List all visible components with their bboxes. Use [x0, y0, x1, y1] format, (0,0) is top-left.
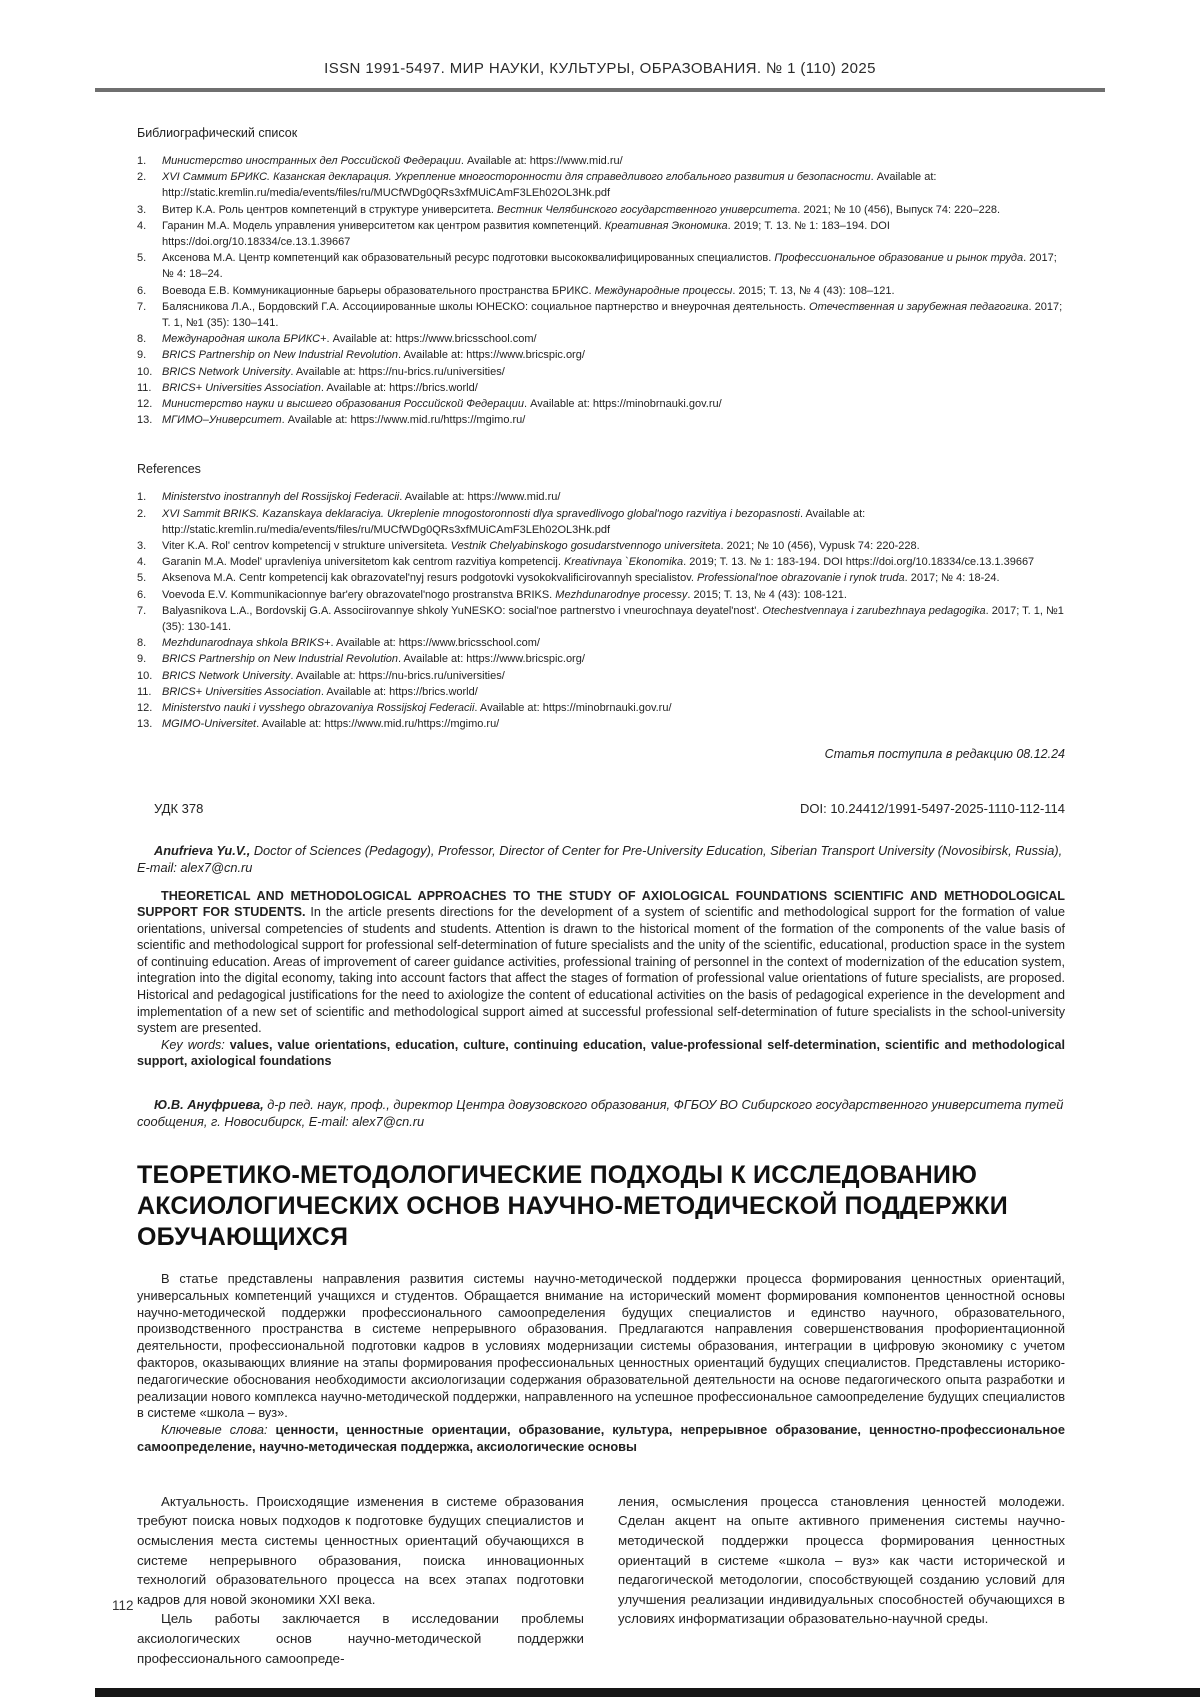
reference-item	[137, 347, 1065, 363]
keywords-ru	[137, 1422, 1065, 1456]
keywords-en-text: values, value orientations, education, culture, continuing education, value-professional self-determination, scientific and methodological support, axiological foundations	[137, 1037, 1065, 1069]
journal-header: ISSN 1991-5497. МИР НАУКИ, КУЛЬТУРЫ, ОБРАЗОВАНИЯ. № 1 (110) 2025	[324, 60, 876, 77]
body-paragraph: Цель работы заключается в исследовании проблемы аксиологических основ научно-методической поддержки профессионального самоопреде-	[137, 1611, 584, 1666]
reference-number: 6.	[137, 284, 147, 297]
reference-text: Ministerstvo nauki i vysshego obrazovaniya Rossijskoj Federacii. Available at: https://minobrnauki.gov.ru/	[162, 702, 672, 715]
reference-number: 9.	[137, 653, 147, 666]
body-right-column	[618, 1492, 1065, 1668]
reference-text: BRICS Network University. Available at: https://nu-brics.ru/universities/	[162, 365, 505, 378]
abstract-en	[137, 888, 1065, 1037]
reference-text: Международная школа БРИКС+. Available at: https://www.bricsschool.com/	[162, 333, 537, 346]
reference-number: 10.	[137, 365, 153, 378]
author-ru-name: Ю.В. Ануфриева,	[154, 1097, 268, 1113]
body-columns	[137, 1492, 1065, 1668]
reference-item	[137, 716, 1065, 732]
reference-number: 6.	[137, 588, 147, 601]
reference-item	[137, 169, 1065, 201]
reference-item	[137, 331, 1065, 347]
reference-item	[137, 587, 1065, 603]
reference-item	[137, 684, 1065, 700]
keywords-ru-text: ценности, ценностные ориентации, образование, культура, непрерывное образование, ценностно-профессиональное самоопределение, научно-методическая поддержка, аксиологические основы	[137, 1422, 1065, 1454]
reference-text: MGIMO-Universitet. Available at: https://www.mid.ru/https://mgimo.ru/	[162, 718, 500, 731]
reference-number: 12.	[137, 398, 153, 411]
reference-item	[137, 603, 1065, 635]
reference-number: 4.	[137, 556, 147, 569]
article-title: ТЕОРЕТИКО-МЕТОДОЛОГИЧЕСКИЕ ПОДХОДЫ К ИССЛЕДОВАНИЮ АКСИОЛОГИЧЕСКИХ ОСНОВ НАУЧНО-МЕТОДИЧЕСКОЙ ПОДДЕРЖКИ ОБУЧАЮЩИХСЯ	[137, 1161, 1008, 1252]
udc-code: УДК 378	[154, 800, 204, 816]
author-ru-affiliation: д-р пед. наук, проф., директор Центра довузовского образования, ФГБОУ ВО Сибирского государственного университета путей сообщения, г. Новосибирск, E-mail: alex7@cn.ru	[137, 1097, 1064, 1130]
body-left-column	[137, 1492, 584, 1668]
reference-number: 3.	[137, 203, 147, 216]
reference-number: 11.	[137, 381, 152, 394]
reference-number: 7.	[137, 604, 147, 617]
reference-text: BRICS Partnership on New Industrial Revolution. Available at: https://www.bricspic.org/	[162, 349, 585, 362]
author-en	[137, 842, 1065, 876]
author-en-affiliation: Doctor of Sciences (Pedagogy), Professor, Director of Center for Pre-University Education, Siberian Transport University (Novosibirsk, Russia), E-mail: alex7@cn.ru	[137, 842, 1063, 875]
reference-item	[137, 299, 1065, 331]
reference-item	[137, 250, 1065, 282]
keywords-ru-label: Ключевые слова:	[161, 1422, 276, 1438]
keywords-en-label: Key words:	[161, 1037, 230, 1052]
reference-text: BRICS+ Universities Association. Available at: https://brics.world/	[162, 381, 478, 394]
reference-text: Витер К.А. Роль центров компетенций в структуре университета. Вестник Челябинского государственного университета. 2021; № 10 (456), Выпуск 74: 220–228.	[162, 203, 1001, 216]
reference-number: 8.	[137, 637, 147, 650]
reference-number: 11.	[137, 685, 152, 698]
reference-number: 1.	[137, 155, 147, 167]
reference-number: 9.	[137, 349, 147, 362]
page-content	[137, 126, 1065, 1668]
abstract-en-title: THEORETICAL AND METHODOLOGICAL APPROACHES TO THE STUDY OF AXIOLOGICAL FOUNDATIONS SCIENTIFIC AND METHODOLOGICAL SUPPORT FOR STUDENTS.	[137, 888, 1065, 920]
body-paragraph: ления, осмысления процесса становления ценностей молодежи. Сделан акцент на опыте активного применения системы научно-методической поддержки процесса формирования ценностных ориентаций в системе «школа – вуз» как части исторической и педагогической методологии, способствующей созданию условий для улучшения реализации индивидуальных способностей обучающихся в условиях информатизации образовательно-научной среды.	[618, 1493, 1065, 1627]
keywords-en	[137, 1037, 1065, 1070]
abstract-en-text: In the article presents directions for the development of a system of scientific and methodological support for the formation of value orientations, universal competencies of students and students. Attention is drawn to the historical moment of the formation of the components of the value basis of scientific and methodological support for professional self-determination of future specialists and the unity of the scientific, educational, production space in the system of continuing education. Areas of improvement of career guidance activities, professional training of personnel in the context of modernization of the education system, integration into the digital economy, taking into account factors that affect the stages of formation of professional value orientations of future specialists, are proposed. Historical and pedagogical justifications for the need to axiologize the content of educational activities on the basis of pedagogical experience in the development and implementation of a new set of scientific and methodological support aimed at successful professional self-determination of future specialists in the school-university system are presented.	[137, 905, 1066, 1036]
reference-text: Mezhdunarodnaya shkola BRIKS+. Available at: https://www.bricsschool.com/	[162, 637, 540, 650]
reference-item	[137, 668, 1065, 684]
reference-text: XVI Саммит БРИКС. Казанская декларация. Укрепление многосторонности для справедливого глобального развития и безопасности. Available at: http://static.kremlin.ru/media/events/files/ru/MUCfWDg0QRs3xfMUiCAmF3LEh02OL3Hk.pdf	[162, 171, 937, 200]
reference-item	[137, 570, 1065, 586]
reference-text: Viter K.A. Rol' centrov kompetencij v strukture universiteta. Vestnik Chelyabinskogo gosudarstvennogo universiteta. 2021; № 10 (456), Vypusk 74: 220-228.	[162, 540, 920, 553]
reference-text: BRICS+ Universities Association. Available at: https://brics.world/	[162, 685, 478, 698]
reference-item	[137, 538, 1065, 554]
reference-number: 5.	[137, 252, 147, 265]
reference-text: Балясникова Л.А., Бордовский Г.А. Ассоциированные школы ЮНЕСКО: социальное партнерство и внеурочная деятельность. Отечественная и зарубежная педагогика. 2017; Т. 1, №1 (35): 130–141.	[162, 300, 1063, 330]
reference-number: 2.	[137, 507, 147, 520]
reference-text: Ministerstvo inostrannyh del Rossijskoj Federacii. Available at: https://www.mid.ru/	[162, 491, 561, 504]
reference-text: Voevoda E.V. Kommunikacionnye bar'ery obrazovatel'nogo prostranstva BRIKS. Mezhdunarodnye processy. 2015; T. 13, № 4 (43): 108-121.	[162, 588, 847, 601]
reference-text: Министерство иностранных дел Российской Федерации. Available at: https://www.mid.ru/	[162, 155, 623, 167]
reference-item	[137, 651, 1065, 667]
references-list	[137, 489, 1065, 732]
reference-number: 3.	[137, 540, 147, 553]
doi-code: DOI: 10.24412/1991-5497-2025-1110-112-114	[799, 800, 1065, 816]
reference-number: 12.	[137, 702, 153, 715]
reference-item	[137, 218, 1065, 250]
author-en-name: Anufrieva Yu.V.,	[154, 842, 254, 858]
reference-text: Balyasnikova L.A., Bordovskij G.A. Associirovannye shkoly YuNESKO: social'noe partnerstvo i vneurochnaya deyatel'nost'. Otechestvennaya i zarubezhnaya pedagogika. 2017; T. 1, №1 (35): 130-141.	[162, 604, 1064, 634]
received-note: Статья поступила в редакцию 08.12.24	[824, 746, 1065, 761]
reference-text: Аксенова М.А. Центр компетенций как образовательный ресурс подготовки высококвалифицированных специалистов. Профессиональное образование и рынок труда. 2017; № 4: 18–24.	[162, 252, 1057, 281]
header-rule	[95, 88, 1105, 92]
reference-text: Garanin M.A. Model' upravleniya universitetom kak centrom razvitiya kompetencij. Kreativnaya `Ekonomika. 2019; T. 13. № 1: 183-194. DOI https://doi.org/10.18334/ce.13.1.39667	[162, 556, 1035, 569]
reference-item	[137, 380, 1065, 396]
page-number: 112	[112, 1598, 134, 1613]
reference-item	[137, 635, 1065, 651]
reference-item	[137, 202, 1065, 218]
reference-text: XVI Sammit BRIKS. Kazanskaya deklaraciya. Ukreplenie mnogostoronnosti dlya spravedlivogo global'nogo razvitiya i bezopasnosti. Available at: http://static.kremlin.ru/media/events/files/ru/MUCfWDg0QRs3xfMUiCAmF3LEh02OL3Hk.pdf	[162, 507, 866, 536]
reference-item	[137, 396, 1065, 412]
reference-item	[137, 700, 1065, 716]
references-heading: References	[137, 462, 201, 477]
abstract-ru: В статье представлены направления развития системы научно-методической поддержки процесса формирования ценностных ориентаций, универсальных компетенций учащихся и студентов. Обращается внимание на исторический момент формирования компонентов ценностной основы научно-методической поддержки профессионального самоопределения будущих специалистов и единство научного, образовательного, производственного пространства в системе непрерывного образования. Предлагаются направления совершенствования профориентационной деятельности, профессиональной подготовки кадров в условиях модернизации системы образования, интеграции в цифровую экономику с учетом факторов, оказывающих влияние на этапы формирования профессиональных ценностных ориентаций будущих специалистов. Представлены историко-педагогические обоснования необходимости аксиологизации содержания образовательной деятельности на основе педагогического опыта разработки и реализации нового комплекса научно-методической поддержки, направленного на успешное профессиональное самоопределение будущих специалистов в системе «школа – вуз».	[137, 1271, 1065, 1421]
reference-item	[137, 506, 1065, 538]
meta-row	[137, 801, 1065, 816]
reference-item	[137, 364, 1065, 380]
reference-text: Aksenova M.A. Centr kompetencij kak obrazovatel'nyj resurs podgotovki vysokokvalificirovannyh specialistov. Professional'noe obrazovanie i rynok truda. 2017; № 4: 18-24.	[162, 572, 1000, 585]
author-ru	[137, 1096, 1065, 1130]
reference-number: 13.	[137, 718, 153, 731]
reference-number: 5.	[137, 572, 147, 585]
reference-text: BRICS Network University. Available at: https://nu-brics.ru/universities/	[162, 669, 505, 682]
reference-item	[137, 153, 1065, 169]
reference-number: 7.	[137, 300, 147, 313]
reference-text: МГИМО–Университет. Available at: https://www.mid.ru/https://mgimo.ru/	[162, 414, 526, 427]
reference-number: 10.	[137, 669, 153, 682]
reference-item	[137, 283, 1065, 299]
reference-number: 4.	[137, 219, 147, 232]
reference-text: Министерство науки и высшего образования Российской Федерации. Available at: https://minobrnauki.gov.ru/	[162, 398, 722, 411]
bibliography-list	[137, 153, 1065, 428]
reference-number: 2.	[137, 171, 147, 184]
reference-text: Воевода Е.В. Коммуникационные барьеры образовательного пространства БРИКС. Международные процессы. 2015; Т. 13, № 4 (43): 108–121.	[162, 284, 895, 297]
reference-number: 1.	[137, 491, 147, 504]
reference-text: BRICS Partnership on New Industrial Revolution. Available at: https://www.bricspic.org/	[162, 653, 585, 666]
body-paragraph: Актуальность. Происходящие изменения в системе образования требуют поиска новых подходов к подготовке будущих специалистов и осмысления места системы ценностных ориентаций обучающихся в системе непрерывного образования, поиска инновационных технологий образовательного процесса на всех этапах подготовки кадров для новой экономики XXI века.	[137, 1493, 584, 1607]
footer-bar	[95, 1688, 1200, 1697]
reference-item	[137, 554, 1065, 570]
reference-number: 8.	[137, 333, 147, 346]
bibliography-heading: Библиографический список	[137, 126, 298, 140]
reference-item	[137, 489, 1065, 505]
reference-text: Гаранин М.А. Модель управления университетом как центром развития компетенций. Креативная Экономика. 2019; Т. 13. № 1: 183–194. DOI https://doi.org/10.18334/ce.13.1.39667	[162, 219, 890, 249]
reference-item	[137, 412, 1065, 428]
reference-number: 13.	[137, 414, 153, 427]
